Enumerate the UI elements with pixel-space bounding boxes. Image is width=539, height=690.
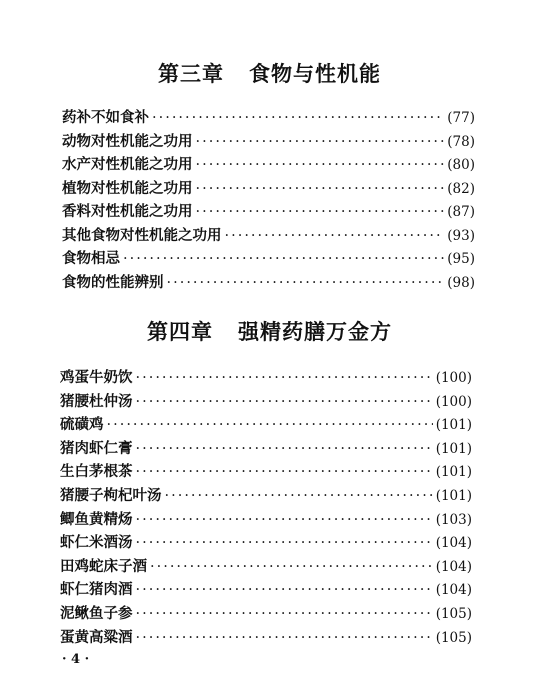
toc-entry-title: 水产对性机能之功用 [62, 156, 193, 173]
toc-entry[interactable] [62, 247, 475, 271]
dot-leader [152, 110, 444, 126]
dot-leader [165, 488, 433, 504]
toc-entry-page: (101) [435, 440, 472, 457]
toc-entry-title: 植物对性机能之功用 [62, 179, 193, 197]
toc-entry-title: 鸡蛋牛奶饮 [60, 369, 133, 386]
chapter-3-title: 第三章 食物与性机能 [158, 61, 381, 86]
toc-entry-page: (101) [435, 464, 472, 481]
toc-entry-title: 硫磺鸡 [60, 416, 104, 434]
toc-entry-page: (100) [435, 370, 472, 386]
toc-entry-page: (78) [447, 133, 475, 150]
toc-entry-title: 香料对性机能之功用 [62, 203, 193, 220]
dot-leader [136, 535, 433, 551]
toc-entry-page: (98) [447, 274, 475, 291]
dot-leader [136, 394, 433, 410]
toc-entry-page: (105) [435, 629, 472, 646]
toc-entry-title: 猪腰子枸杞叶汤 [60, 486, 162, 504]
toc-entry-page: (104) [435, 535, 472, 552]
toc-entry-page: (80) [447, 157, 475, 173]
toc-entry-page: (77) [447, 110, 475, 126]
toc-entry-title: 猪肉虾仁膏 [60, 439, 133, 457]
dot-leader [136, 512, 433, 528]
dot-leader [196, 157, 445, 173]
toc-entry-title: 田鸡蛇床子酒 [60, 557, 147, 575]
toc-entry-page: (104) [435, 558, 472, 575]
toc-entry-title: 蛋黄高粱酒 [60, 628, 133, 646]
dot-leader [136, 464, 433, 480]
dot-leader [150, 559, 433, 575]
toc-entry-page: (101) [435, 487, 472, 504]
dot-leader [136, 630, 433, 646]
toc-entry[interactable] [60, 578, 472, 602]
toc-entry-page: (95) [447, 251, 475, 267]
toc-entry[interactable] [60, 626, 472, 650]
dot-leader [136, 606, 433, 622]
toc-entry[interactable] [62, 153, 475, 177]
dot-leader [196, 181, 445, 197]
toc-entry[interactable] [60, 460, 472, 484]
toc-entry-title: 食物的性能辨别 [62, 273, 164, 291]
toc-entry[interactable] [60, 390, 472, 414]
toc-entry[interactable] [60, 602, 472, 626]
toc-entry-title: 药补不如食补 [62, 109, 149, 126]
toc-entry-page: (101) [435, 417, 472, 434]
toc-entry-title: 鲫鱼黄精炀 [60, 510, 133, 528]
chapter-3-toc [62, 106, 475, 294]
toc-entry[interactable] [62, 200, 475, 224]
toc-entry-title: 虾仁猪肉酒 [60, 581, 133, 599]
toc-entry-title: 生白茅根茶 [60, 463, 133, 481]
toc-entry-page: (103) [435, 511, 472, 528]
toc-entry-title: 虾仁米酒汤 [60, 534, 133, 552]
dot-leader [136, 582, 433, 598]
dot-leader [167, 275, 445, 291]
toc-entry[interactable] [62, 106, 475, 130]
toc-entry-page: (105) [435, 605, 472, 622]
toc-entry-page: (104) [435, 582, 472, 599]
chapter-4-toc [60, 366, 472, 649]
page-number: · 4 · [62, 652, 90, 667]
toc-entry-page: (100) [435, 393, 472, 410]
dot-leader [225, 228, 445, 244]
toc-entry-title: 动物对性机能之功用 [62, 132, 193, 150]
toc-entry[interactable] [62, 177, 475, 201]
toc-entry-page: (87) [447, 204, 475, 220]
dot-leader [196, 134, 445, 150]
toc-entry-title: 其他食物对性机能之功用 [62, 226, 222, 244]
toc-entry-page: (82) [447, 180, 475, 197]
toc-entry[interactable] [62, 130, 475, 154]
toc-entry-page: (93) [447, 227, 475, 244]
toc-entry[interactable] [62, 271, 475, 295]
toc-entry[interactable] [60, 508, 472, 532]
dot-leader [123, 251, 444, 267]
dot-leader [196, 204, 445, 220]
dot-leader [136, 370, 433, 386]
toc-entry-title: 猪腰杜仲汤 [60, 392, 133, 410]
toc-entry[interactable] [62, 224, 475, 248]
toc-entry[interactable] [60, 366, 472, 390]
toc-entry[interactable] [60, 484, 472, 508]
toc-entry-title: 泥鳅鱼子参 [60, 604, 133, 622]
toc-entry[interactable] [60, 413, 472, 437]
toc-entry[interactable] [60, 437, 472, 461]
dot-leader [136, 441, 433, 457]
toc-entry[interactable] [60, 555, 472, 579]
dot-leader [107, 417, 433, 433]
toc-entry-title: 食物相忌 [62, 250, 120, 267]
toc-entry[interactable] [60, 531, 472, 555]
chapter-4-title: 第四章 强精药膳万金方 [147, 319, 392, 344]
